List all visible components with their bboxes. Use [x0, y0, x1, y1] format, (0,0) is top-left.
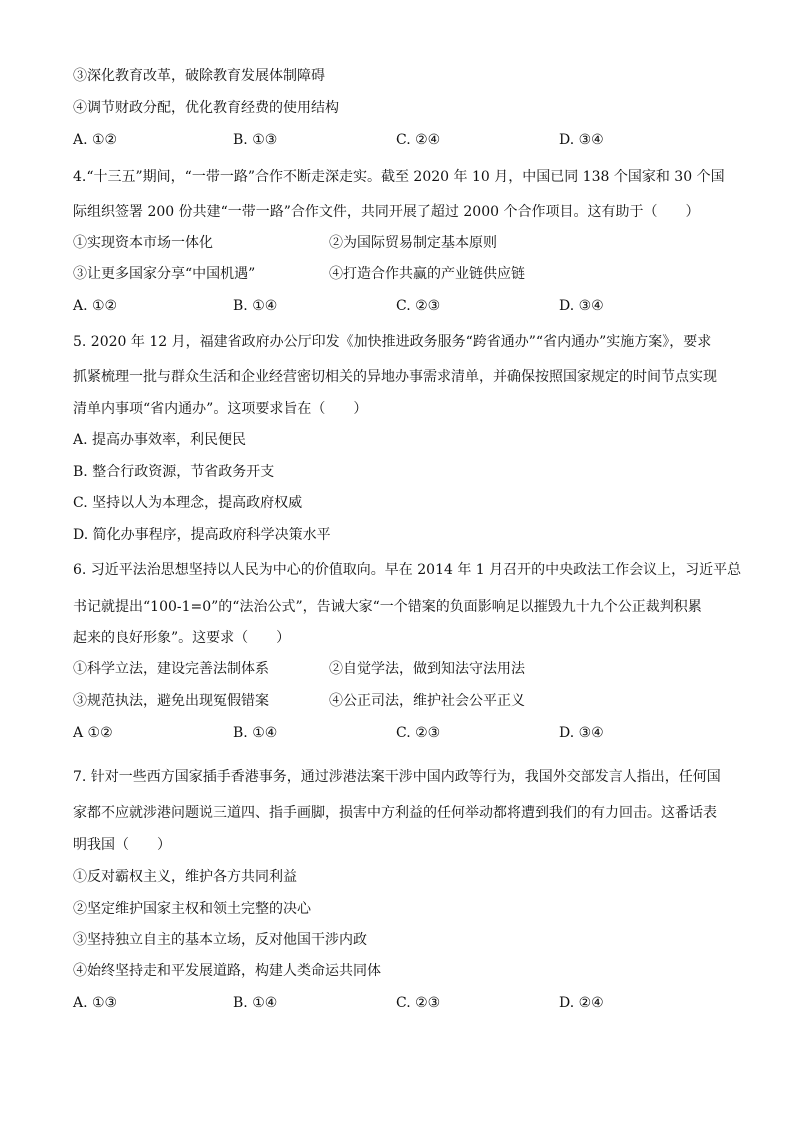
- q3-option-b[interactable]: B. ①③: [233, 132, 278, 148]
- q3-item-3: ③深化教育改革，破除教育发展体制障碍: [73, 68, 325, 84]
- q7-option-a[interactable]: A. ①③: [73, 995, 118, 1011]
- q5-option-a[interactable]: A. 提高办事效率，利民便民: [73, 432, 247, 448]
- q4-stem-line-1: 4.“十三五”期间，“一带一路”合作不断走深走实。截至 2020 年 10 月，中国已同 138 个国家和 30 个国: [73, 169, 725, 185]
- q6-items-row-1: [73, 660, 733, 678]
- q6-item-2: ②自觉学法，做到知法守法用法: [329, 661, 525, 677]
- q3-item-4: ④调节财政分配，优化教育经费的使用结构: [73, 100, 339, 116]
- q6-stem-line-1: 6. 习近平法治思想坚持以人民为中心的价值取向。早在 2014 年 1 月召开的中央政法工作会议上，习近平总: [73, 562, 742, 578]
- q4-options: [73, 297, 733, 315]
- q5-stem-line-3: 清单内事项“省内通办”。这项要求旨在（ ）: [73, 401, 368, 417]
- q4-option-b[interactable]: B. ①④: [233, 298, 278, 314]
- q4-item-3: ③让更多国家分享“中国机遇”: [73, 266, 256, 282]
- q7-item-1: ①反对霸权主义，维护各方共同利益: [73, 869, 297, 885]
- q7-option-b[interactable]: B. ①④: [233, 995, 278, 1011]
- q7-options: [73, 994, 733, 1012]
- q3-option-a[interactable]: A. ①②: [73, 132, 118, 148]
- q3-option-c[interactable]: C. ②④: [396, 132, 441, 148]
- q7-option-d[interactable]: D. ②④: [559, 995, 604, 1011]
- q6-item-1: ①科学立法，建设完善法制体系: [73, 661, 269, 677]
- q6-option-d[interactable]: D. ③④: [559, 725, 604, 741]
- q5-option-b[interactable]: B. 整合行政资源，节省政务开支: [73, 464, 275, 480]
- q4-items-row-2: [73, 265, 733, 283]
- q6-items-row-2: [73, 692, 733, 710]
- q7-item-4: ④始终坚持走和平发展道路，构建人类命运共同体: [73, 963, 381, 979]
- q4-items-row-1: [73, 234, 733, 252]
- q4-item-2: ②为国际贸易制定基本原则: [329, 235, 497, 251]
- q4-option-c[interactable]: C. ②③: [396, 298, 441, 314]
- q4-option-d[interactable]: D. ③④: [559, 298, 604, 314]
- q7-stem-line-2: 家都不应就涉港问题说三道四、指手画脚，损害中方利益的任何举动都将遭到我们的有力回击。这番话表: [73, 805, 717, 821]
- q6-stem-line-3: 起来的良好形象”。这要求（ ）: [73, 630, 291, 646]
- q5-option-c[interactable]: C. 坚持以人为本理念，提高政府权威: [73, 495, 303, 511]
- q4-stem-line-2: 际组织签署 200 份共建“一带一路”合作文件，共同开展了超过 2000 个合作项目。这有助于（ ）: [73, 204, 700, 220]
- q4-option-a[interactable]: A. ①②: [73, 298, 118, 314]
- q6-options: [73, 724, 733, 742]
- q7-option-c[interactable]: C. ②③: [396, 995, 441, 1011]
- q6-option-c[interactable]: C. ②③: [396, 725, 441, 741]
- q5-stem-line-1: 5. 2020 年 12 月，福建省政府办公厅印发《加快推进政务服务“跨省通办”“省内通办”实施方案》，要求: [73, 334, 712, 350]
- q7-stem-line-1: 7. 针对一些西方国家插手香港事务，通过涉港法案干涉中国内政等行为，我国外交部发言人指出，任何国: [73, 769, 721, 785]
- q7-stem-line-3: 明我国（ ）: [73, 837, 171, 853]
- q6-item-4: ④公正司法，维护社会公平正义: [329, 693, 525, 709]
- q7-item-2: ②坚定维护国家主权和领土完整的决心: [73, 901, 311, 917]
- q3-options: [73, 131, 733, 149]
- q3-option-d[interactable]: D. ③④: [559, 132, 604, 148]
- q6-option-b[interactable]: B. ①④: [233, 725, 278, 741]
- q6-item-3: ③规范执法，避免出现冤假错案: [73, 693, 269, 709]
- q4-item-1: ①实现资本市场一体化: [73, 235, 213, 251]
- q5-option-d[interactable]: D. 简化办事程序，提高政府科学决策水平: [73, 527, 331, 543]
- q4-item-4: ④打造合作共赢的产业链供应链: [329, 266, 525, 282]
- q7-item-3: ③坚持独立自主的基本立场，反对他国干涉内政: [73, 932, 367, 948]
- q6-stem-line-2: 书记就提出“100-1=0”的“法治公式”，告诫大家“一个错案的负面影响足以摧毁九十九个公正裁判积累: [73, 599, 702, 615]
- q6-option-a[interactable]: A ①②: [73, 725, 113, 741]
- q5-stem-line-2: 抓紧梳理一批与群众生活和企业经营密切相关的异地办事需求清单，并确保按照国家规定的时间节点实现: [73, 369, 717, 385]
